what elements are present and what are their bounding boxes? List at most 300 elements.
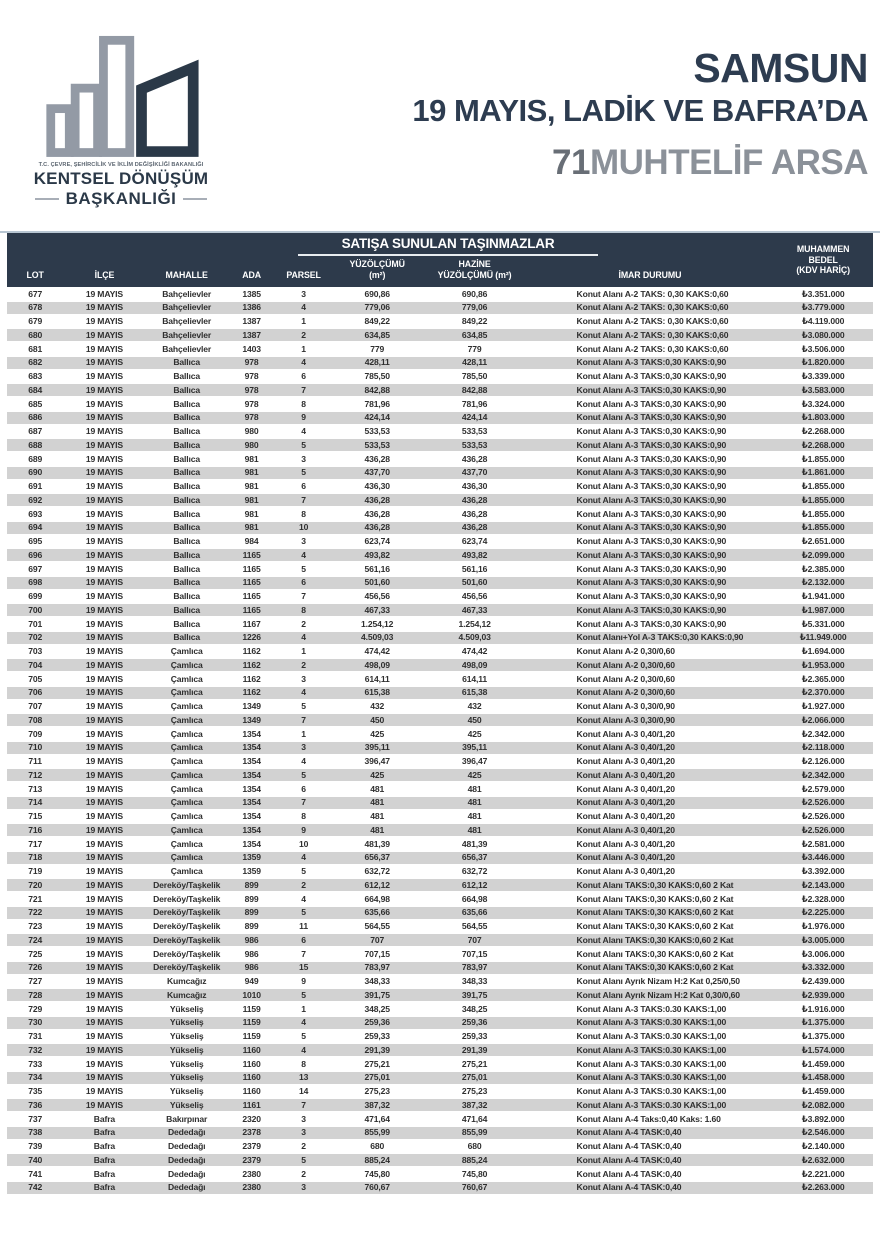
mahalle-cell: Çamlıca [170, 811, 203, 822]
imar-durumu-cell: Konut Alanı A-3 TAKS:0,30 KAKS:0,90 [576, 439, 727, 450]
lot-cell: 693 [28, 508, 43, 519]
ilce-cell: Bafra [93, 1182, 116, 1193]
table-header [7, 233, 873, 287]
ada-cell: 1349 [242, 701, 261, 712]
yuzolcumu-cell: 779 [370, 343, 385, 354]
mahalle-cell: Çamlıca [170, 701, 203, 712]
hazine-yuzolcumu-cell: 436,28 [461, 494, 488, 505]
mahalle-cell: Yükseliş [169, 1086, 204, 1097]
table-row [7, 603, 873, 617]
mahalle-cell: Çamlıca [170, 646, 203, 657]
ada-cell: 1160 [242, 1044, 261, 1055]
ilce-cell: 19 MAYIS [85, 536, 123, 547]
ilce-cell: 19 MAYIS [85, 426, 123, 437]
col-header-parsel: PARSEL [286, 270, 321, 281]
yuzolcumu-cell: 564,55 [364, 921, 390, 932]
table-row [7, 686, 873, 700]
agency-name-line2: BAŞKANLIĞI [16, 189, 226, 209]
muhammen-bedel-cell: ₺2.632.000 [801, 1154, 845, 1165]
yuzolcumu-cell: 396,47 [364, 756, 390, 767]
hazine-yuzolcumu-cell: 783,97 [461, 962, 488, 973]
parsel-cell: 3 [301, 1113, 306, 1124]
mahalle-cell: Çamlıca [170, 797, 203, 808]
parsel-cell: 3 [301, 453, 306, 464]
lot-cell: 726 [28, 962, 43, 973]
lot-cell: 709 [28, 728, 43, 739]
ilce-cell: 19 MAYIS [85, 467, 123, 478]
mahalle-cell: Çamlıca [170, 838, 203, 849]
col-header-mahalle: MAHALLE [165, 270, 208, 281]
ada-cell: 2320 [242, 1113, 261, 1124]
muhammen-bedel-cell: ₺3.446.000 [801, 852, 845, 863]
ilce-cell: 19 MAYIS [85, 907, 123, 918]
table-row [7, 631, 873, 645]
lot-cell: 738 [28, 1127, 43, 1138]
yuzolcumu-cell: 481 [370, 824, 385, 835]
parsel-cell: 2 [301, 659, 306, 670]
yuzolcumu-cell: 664,98 [364, 893, 390, 904]
hazine-yuzolcumu-cell: 779,06 [461, 302, 488, 313]
parsel-cell: 5 [301, 467, 306, 478]
city-title: SAMSUN [693, 45, 868, 91]
lot-cell: 678 [28, 302, 43, 313]
ada-cell: 899 [244, 921, 259, 932]
muhammen-bedel-cell: ₺2.268.000 [801, 426, 845, 437]
yuzolcumu-cell: 656,37 [364, 852, 390, 863]
ada-cell: 1165 [242, 591, 261, 602]
imar-durumu-cell: Konut Alanı A-2 0,30/0,60 [576, 659, 675, 670]
ada-cell: 2379 [242, 1141, 261, 1152]
table-row [7, 741, 873, 755]
table-row [7, 851, 873, 865]
ilce-cell: 19 MAYIS [85, 398, 123, 409]
parsel-cell: 6 [301, 371, 306, 382]
muhammen-bedel-cell: ₺1.976.000 [801, 921, 845, 932]
right-dash-decoration [183, 198, 207, 200]
ada-cell: 1162 [242, 659, 261, 670]
mahalle-cell: Ballıca [173, 412, 201, 423]
table-row [7, 727, 873, 741]
imar-durumu-cell: Konut Alanı+Yol A-3 TAKS:0,30 KAKS:0,90 [576, 632, 744, 643]
ilce-cell: 19 MAYIS [85, 934, 123, 945]
ilce-cell: 19 MAYIS [85, 343, 123, 354]
hazine-yuzolcumu-cell: 436,28 [461, 522, 488, 533]
yuzolcumu-cell: 707 [370, 934, 385, 945]
yuzolcumu-cell: 533,53 [364, 426, 390, 437]
parsel-cell: 3 [301, 536, 306, 547]
ilce-cell: 19 MAYIS [85, 1072, 123, 1083]
ilce-cell: 19 MAYIS [85, 701, 123, 712]
ada-cell: 1354 [242, 824, 261, 835]
muhammen-bedel-cell: ₺1.855.000 [801, 453, 845, 464]
imar-durumu-cell: Konut Alanı A-2 TAKS: 0,30 KAKS:0,60 [576, 343, 729, 354]
ilce-cell: 19 MAYIS [85, 742, 123, 753]
ada-cell: 981 [244, 522, 259, 533]
hazine-yuzolcumu-cell: 387,32 [461, 1099, 488, 1110]
table-row [7, 1112, 873, 1126]
ada-cell: 1165 [242, 549, 261, 560]
imar-durumu-cell: Konut Alanı A-2 TAKS: 0,30 KAKS:0,60 [576, 288, 729, 299]
yuzolcumu-cell: 501,60 [364, 577, 390, 588]
muhammen-bedel-cell: ₺3.392.000 [801, 866, 845, 877]
col-header-yuzolcumu: YÜZÖLÇÜMÜ (m²) [349, 259, 405, 281]
hazine-yuzolcumu-cell: 436,30 [461, 481, 488, 492]
imar-durumu-cell: Konut Alanı A-3 TAKS:0,30 KAKS:0,90 [576, 563, 727, 574]
hazine-yuzolcumu-cell: 533,53 [461, 426, 488, 437]
imar-durumu-cell: Konut Alanı A-3 TAKS:0.30 KAKS:1,00 [576, 1003, 727, 1014]
lot-cell: 736 [28, 1099, 43, 1110]
parsel-cell: 5 [301, 989, 306, 1000]
lot-cell: 686 [28, 412, 43, 423]
mahalle-cell: Kumcağız [166, 976, 207, 987]
parsel-cell: 1 [301, 646, 306, 657]
lot-cell: 682 [28, 357, 43, 368]
muhammen-bedel-cell: ₺2.342.000 [801, 728, 845, 739]
table-row [7, 1085, 873, 1099]
mahalle-cell: Yükseliş [169, 1099, 204, 1110]
muhammen-bedel-cell: ₺1.855.000 [801, 494, 845, 505]
muhammen-bedel-cell: ₺2.132.000 [801, 577, 845, 588]
yuzolcumu-cell: 481 [370, 797, 385, 808]
parsel-cell: 9 [301, 412, 306, 423]
col-header-hazine-yuzolcumu: HAZİNE YÜZÖLÇÜMÜ (m²) [437, 259, 512, 281]
hazine-yuzolcumu-cell: 564,55 [461, 921, 488, 932]
mahalle-cell: Dededağı [167, 1168, 206, 1179]
yuzolcumu-cell: 614,11 [364, 673, 390, 684]
imar-durumu-cell: Konut Alanı A-3 0,40/1,20 [576, 866, 675, 877]
ada-cell: 1354 [242, 783, 261, 794]
ada-cell: 949 [244, 976, 259, 987]
parsel-cell: 5 [301, 563, 306, 574]
parsel-cell: 5 [301, 1154, 306, 1165]
mahalle-cell: Çamlıca [170, 673, 203, 684]
table-row [7, 342, 873, 356]
mahalle-cell: Ballıca [173, 591, 201, 602]
hazine-yuzolcumu-cell: 745,80 [461, 1168, 488, 1179]
yuzolcumu-cell: 632,72 [364, 866, 390, 877]
hazine-yuzolcumu-cell: 561,16 [461, 563, 488, 574]
table-row [7, 658, 873, 672]
imar-durumu-cell: Konut Alanı Ayrık Nizam H:2 Kat 0,30/0,60 [576, 989, 740, 1000]
parsel-cell: 4 [301, 549, 306, 560]
ilce-cell: 19 MAYIS [85, 838, 123, 849]
mahalle-cell: Çamlıca [170, 783, 203, 794]
hazine-yuzolcumu-cell: 436,28 [461, 508, 488, 519]
ilce-cell: 19 MAYIS [85, 604, 123, 615]
mahalle-cell: Yükseliş [169, 1031, 204, 1042]
ilce-cell: 19 MAYIS [85, 673, 123, 684]
hazine-yuzolcumu-cell: 348,33 [461, 976, 488, 987]
muhammen-bedel-cell: ₺1.927.000 [801, 701, 845, 712]
lot-cell: 719 [28, 866, 43, 877]
ilce-cell: 19 MAYIS [85, 591, 123, 602]
mahalle-cell: Ballıca [173, 494, 201, 505]
hazine-yuzolcumu-cell: 842,88 [461, 384, 488, 395]
ada-cell: 1160 [242, 1058, 261, 1069]
yuzolcumu-cell: 498,09 [364, 659, 390, 670]
hazine-yuzolcumu-cell: 437,70 [461, 467, 488, 478]
lot-cell: 690 [28, 467, 43, 478]
lot-cell: 705 [28, 673, 43, 684]
ilce-cell: 19 MAYIS [85, 563, 123, 574]
ilce-cell: Bafra [93, 1141, 116, 1152]
table-row [7, 576, 873, 590]
hazine-yuzolcumu-cell: 481,39 [461, 838, 488, 849]
yuzolcumu-cell: 348,33 [364, 976, 390, 987]
lot-cell: 701 [28, 618, 43, 629]
muhammen-bedel-cell: ₺3.506.000 [801, 343, 845, 354]
mahalle-cell: Ballıca [173, 426, 201, 437]
imar-durumu-cell: Konut Alanı A-3 TAKS:0,30 KAKS:0,90 [576, 426, 727, 437]
lot-cell: 688 [28, 439, 43, 450]
imar-durumu-cell: Konut Alanı A-3 0,40/1,20 [576, 756, 675, 767]
yuzolcumu-cell: 481 [370, 783, 385, 794]
imar-durumu-cell: Konut Alanı A-3 TAKS:0,30 KAKS:0,90 [576, 577, 727, 588]
ada-cell: 1387 [242, 329, 261, 340]
ada-cell: 899 [244, 893, 259, 904]
ilce-cell: 19 MAYIS [85, 522, 123, 533]
muhammen-bedel-cell: ₺2.651.000 [801, 536, 845, 547]
lot-cell: 714 [28, 797, 43, 808]
table-row [7, 947, 873, 961]
ilce-cell: 19 MAYIS [85, 412, 123, 423]
lot-cell: 730 [28, 1017, 43, 1028]
lot-cell: 696 [28, 549, 43, 560]
parcel-count: 71 [552, 142, 590, 182]
yuzolcumu-cell: 456,56 [364, 591, 390, 602]
hazine-yuzolcumu-cell: 612,12 [461, 879, 488, 890]
table-row [7, 562, 873, 576]
lot-cell: 689 [28, 453, 43, 464]
imar-durumu-cell: Konut Alanı A-2 TAKS: 0,30 KAKS:0,60 [576, 329, 729, 340]
mahalle-cell: Ballıca [173, 357, 201, 368]
lot-cell: 702 [28, 632, 43, 643]
mahalle-cell: Bakırpınar [166, 1113, 208, 1124]
hazine-yuzolcumu-cell: 614,11 [462, 673, 488, 684]
lot-cell: 721 [28, 893, 43, 904]
table-row [7, 521, 873, 535]
muhammen-bedel-cell: ₺2.370.000 [801, 687, 845, 698]
parsel-cell: 10 [298, 522, 309, 533]
parsel-cell: 5 [301, 439, 306, 450]
yuzolcumu-cell: 387,32 [364, 1099, 390, 1110]
yuzolcumu-cell: 623,74 [364, 536, 390, 547]
parsel-cell: 4 [301, 1017, 306, 1028]
parsel-cell: 3 [301, 673, 306, 684]
ada-cell: 1160 [242, 1072, 261, 1083]
table-row [7, 1030, 873, 1044]
ada-cell: 1161 [242, 1099, 261, 1110]
lot-cell: 722 [28, 907, 43, 918]
parsel-cell: 2 [301, 879, 306, 890]
yuzolcumu-cell: 493,82 [364, 549, 390, 560]
ilce-cell: 19 MAYIS [85, 811, 123, 822]
parsel-cell: 10 [298, 838, 309, 849]
mahalle-cell: Ballıca [173, 618, 201, 629]
imar-durumu-cell: Konut Alanı A-3 0,40/1,20 [576, 783, 675, 794]
table-row [7, 988, 873, 1002]
yuzolcumu-cell: 690,86 [364, 288, 390, 299]
table-row [7, 810, 873, 824]
lot-cell: 710 [28, 742, 43, 753]
parsel-cell: 15 [298, 962, 309, 973]
mahalle-cell: Ballıca [173, 439, 201, 450]
hazine-yuzolcumu-cell: 481 [467, 783, 482, 794]
parsel-cell: 8 [301, 508, 306, 519]
hazine-yuzolcumu-cell: 779 [467, 343, 482, 354]
lot-cell: 725 [28, 948, 43, 959]
imar-durumu-cell: Konut Alanı A-3 TAKS:0,30 KAKS:0,90 [576, 481, 727, 492]
ada-cell: 1385 [242, 288, 261, 299]
yuzolcumu-cell: 680 [370, 1141, 385, 1152]
ilce-cell: 19 MAYIS [85, 618, 123, 629]
imar-durumu-cell: Konut Alanı A-3 TAKS:0,30 KAKS:0,90 [576, 398, 727, 409]
muhammen-bedel-cell: ₺2.268.000 [801, 439, 845, 450]
mahalle-cell: Dededağı [167, 1141, 206, 1152]
table-row [7, 837, 873, 851]
imar-durumu-cell: Konut Alanı TAKS:0,30 KAKS:0,60 2 Kat [576, 962, 734, 973]
hazine-yuzolcumu-cell: 424,14 [461, 412, 488, 423]
muhammen-bedel-cell: ₺2.225.000 [801, 907, 845, 918]
mahalle-cell: Ballıca [173, 563, 201, 574]
mahalle-cell: Dereköy/Taşkelik [153, 879, 221, 890]
ada-cell: 978 [244, 384, 259, 395]
muhammen-bedel-cell: ₺3.005.000 [801, 934, 845, 945]
muhammen-bedel-cell: ₺2.939.000 [801, 989, 845, 1000]
mahalle-cell: Ballıca [173, 384, 201, 395]
yuzolcumu-cell: 428,11 [364, 357, 390, 368]
lot-cell: 731 [28, 1031, 43, 1042]
imar-durumu-cell: Konut Alanı TAKS:0,30 KAKS:0,60 2 Kat [576, 907, 734, 918]
hazine-yuzolcumu-cell: 781,96 [461, 398, 488, 409]
ilce-cell: 19 MAYIS [85, 714, 123, 725]
parsel-cell: 2 [301, 618, 306, 629]
table-row [7, 425, 873, 439]
parsel-cell: 11 [299, 921, 308, 932]
yuzolcumu-cell: 436,28 [364, 453, 390, 464]
lot-cell: 734 [28, 1072, 43, 1083]
muhammen-bedel-cell: ₺2.126.000 [801, 756, 845, 767]
parsel-cell: 7 [301, 714, 306, 725]
ada-cell: 981 [244, 508, 259, 519]
imar-durumu-cell: Konut Alanı A-3 0,40/1,20 [576, 811, 675, 822]
ada-cell: 980 [244, 439, 259, 450]
ada-cell: 899 [244, 879, 259, 890]
imar-durumu-cell: Konut Alanı A-3 TAKS:0,30 KAKS:0,90 [576, 618, 727, 629]
ada-cell: 1162 [242, 687, 261, 698]
imar-durumu-cell: Konut Alanı TAKS:0,30 KAKS:0,60 2 Kat [576, 893, 734, 904]
table-row [7, 1126, 873, 1140]
ilce-cell: 19 MAYIS [85, 824, 123, 835]
yuzolcumu-cell: 275,23 [364, 1086, 390, 1097]
table-row [7, 548, 873, 562]
muhammen-bedel-cell: ₺2.365.000 [801, 673, 845, 684]
ada-cell: 2378 [242, 1127, 261, 1138]
table-row [7, 535, 873, 549]
imar-durumu-cell: Konut Alanı A-3 0,40/1,20 [576, 838, 675, 849]
ada-cell: 1354 [242, 769, 261, 780]
hazine-yuzolcumu-cell: 428,11 [462, 357, 488, 368]
ada-cell: 1162 [242, 646, 261, 657]
yuzolcumu-cell: 783,97 [364, 962, 390, 973]
hazine-yuzolcumu-cell: 1.254,12 [458, 618, 491, 629]
muhammen-bedel-cell: ₺2.526.000 [801, 824, 845, 835]
imar-durumu-cell: Konut Alanı TAKS:0,30 KAKS:0,60 2 Kat [576, 921, 734, 932]
ada-cell: 986 [244, 962, 259, 973]
parsel-cell: 2 [301, 1168, 306, 1179]
ilce-cell: 19 MAYIS [85, 371, 123, 382]
ada-cell: 981 [244, 494, 259, 505]
mahalle-cell: Çamlıca [170, 769, 203, 780]
table-row [7, 328, 873, 342]
parsel-cell: 6 [301, 934, 306, 945]
imar-durumu-cell: Konut Alanı A-4 Taks:0,40 Kaks: 1.60 [576, 1113, 721, 1124]
hazine-yuzolcumu-cell: 467,33 [461, 604, 488, 615]
ada-cell: 1162 [242, 673, 261, 684]
mahalle-cell: Bahçelievler [162, 329, 212, 340]
imar-durumu-cell: Konut Alanı A-2 0,30/0,60 [576, 646, 675, 657]
ilce-cell: 19 MAYIS [85, 439, 123, 450]
muhammen-bedel-cell: ₺1.375.000 [801, 1017, 845, 1028]
yuzolcumu-cell: 275,21 [364, 1058, 390, 1069]
lot-cell: 687 [28, 426, 43, 437]
table-row [7, 1016, 873, 1030]
hazine-yuzolcumu-cell: 634,85 [461, 329, 488, 340]
muhammen-bedel-cell: ₺1.803.000 [801, 412, 845, 423]
mahalle-cell: Dereköy/Taşkelik [153, 948, 221, 959]
muhammen-bedel-cell: ₺1.855.000 [801, 522, 845, 533]
muhammen-bedel-cell: ₺2.526.000 [801, 797, 845, 808]
ilce-cell: 19 MAYIS [85, 962, 123, 973]
yuzolcumu-cell: 635,66 [364, 907, 390, 918]
ada-cell: 1354 [242, 797, 261, 808]
muhammen-bedel-cell: ₺2.546.000 [801, 1127, 845, 1138]
table-row [7, 287, 873, 301]
ilce-cell: 19 MAYIS [85, 879, 123, 890]
yuzolcumu-cell: 533,53 [364, 439, 390, 450]
imar-durumu-cell: Konut Alanı A-4 TASK:0,40 [576, 1127, 682, 1138]
imar-durumu-cell: Konut Alanı A-2 0,30/0,60 [576, 687, 675, 698]
muhammen-bedel-cell: ₺2.385.000 [801, 563, 845, 574]
muhammen-bedel-cell: ₺2.526.000 [801, 811, 845, 822]
imar-durumu-cell: Konut Alanı A-3 0,40/1,20 [576, 769, 675, 780]
mahalle-cell: Ballıca [173, 604, 201, 615]
table-title: SATIŞA SUNULAN TAŞINMAZLAR [298, 236, 598, 256]
parsel-cell: 8 [301, 398, 306, 409]
ada-cell: 1387 [242, 316, 261, 327]
imar-durumu-cell: Konut Alanı A-3 TAKS:0,30 KAKS:0,90 [576, 412, 727, 423]
yuzolcumu-cell: 291,39 [364, 1044, 390, 1055]
ada-cell: 1354 [242, 742, 261, 753]
muhammen-bedel-cell: ₺4.119.000 [802, 316, 845, 327]
yuzolcumu-cell: 259,33 [364, 1031, 390, 1042]
hazine-yuzolcumu-cell: 481 [467, 811, 482, 822]
imar-durumu-cell: Konut Alanı A-3 TAKS:0,30 KAKS:0,90 [576, 494, 727, 505]
ada-cell: 978 [244, 412, 259, 423]
yuzolcumu-cell: 745,80 [364, 1168, 390, 1179]
imar-durumu-cell: Konut Alanı A-3 TAKS:0.30 KAKS:1,00 [576, 1031, 727, 1042]
imar-durumu-cell: Konut Alanı A-2 TAKS: 0,30 KAKS:0,60 [576, 316, 729, 327]
table-row [7, 617, 873, 631]
ilce-cell: 19 MAYIS [85, 1003, 123, 1014]
agency-name-line1: KENTSEL DÖNÜŞÜM [33, 169, 209, 188]
yuzolcumu-cell: 425 [370, 728, 385, 739]
mahalle-cell: Ballıca [173, 577, 201, 588]
col-header-imar-durumu: İMAR DURUMU [618, 270, 682, 281]
ilce-cell: 19 MAYIS [85, 384, 123, 395]
mahalle-cell: Ballıca [173, 453, 201, 464]
table-row [7, 975, 873, 989]
